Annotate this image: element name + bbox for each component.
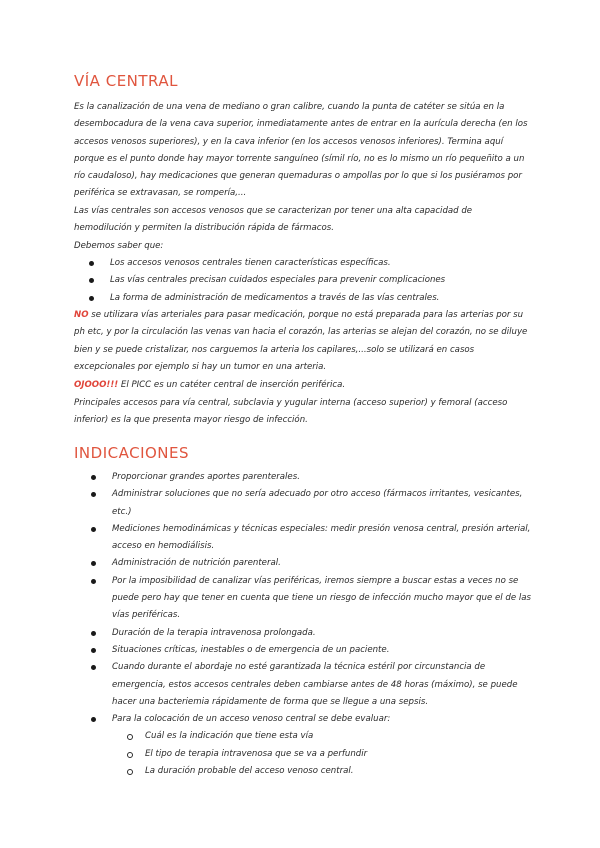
paragraph-picc: OJOOO!!! El PICC es un catéter central de inserción periférica.	[74, 380, 346, 390]
list-item: Mediciones hemodinámicas y técnicas especiales: medir presión venosa central, presión arterial, acceso en hemodiálisis.	[0, 521, 532, 556]
bullet-icon	[91, 665, 96, 670]
sub-list-item: La duración probable del acceso venoso central.	[0, 763, 532, 780]
bullet-icon	[91, 475, 96, 480]
bullet-icon	[91, 717, 96, 722]
list-item: Administración de nutrición parenteral.	[0, 555, 532, 572]
sub-list-item: Cuál es la indicación que tiene esta vía	[0, 728, 532, 745]
paragraph-definition: Es la canalización de una vena de mediano o gran calibre, cuando la punta de catéter se sitúa en la desembocadura de la vena cava superior, inmediatamente antes de entrar en la aurícula derecha (en los accesos venosos superiores), y en la cava inferior (en los accesos venosos inferiores). Termina aquí porque es el punto donde hay mayor torrente sanguíneo (símil río, no es lo mismo un río pequeñito a un río caudaloso), hay medicaciones que generan quemaduras o ampollas por lo que si los pusiéramos por periférica se extravasan, se rompería,...	[74, 102, 528, 199]
paragraph-no-arterias: NO se utilizara vías arteriales para pasar medicación, porque no está preparada para las arterias por su ph etc, y por la circulación las venas van hacia el corazón, las arterias se alejan del corazón, no se diluye bien y se puede cristalizar, nos carguemos la arteria los capilares,...solo se utilizará en casos excepcionales por ejemplo si hay un tumor en una arteria.	[74, 310, 528, 372]
circle-bullet-icon	[127, 752, 133, 758]
circle-bullet-icon	[127, 769, 133, 775]
circle-bullet-icon	[127, 734, 133, 740]
bullet-icon	[89, 278, 94, 283]
list-item: Para la colocación de un acceso venoso central se debe evaluar:	[0, 711, 532, 728]
paragraph-principales-accesos: Principales accesos para vía central, subclavia y yugular interna (acceso superior) y femoral (acceso inferior) es la que presenta mayor riesgo de infección.	[74, 398, 508, 426]
bullet-icon	[91, 648, 96, 653]
list-item: Cuando durante el abordaje no esté garantizada la técnica estéril por circunstancia de emergencia, estos accesos centrales deben cambiarse antes de 48 horas (máximo), se puede hacer una bacteriemia rápidamente de forma que se llegue a una sepsis.	[0, 659, 532, 711]
bullet-icon	[91, 631, 96, 636]
list-item: Proporcionar grandes aportes parenterales.	[0, 469, 532, 486]
section-title-via-central: VÍA CENTRAL	[74, 72, 178, 90]
bullet-icon	[91, 492, 96, 497]
list-item: Situaciones críticas, inestables o de emergencia de un paciente.	[0, 642, 532, 659]
bullet-icon	[91, 579, 96, 584]
list-item: La forma de administración de medicamentos a través de las vías centrales.	[0, 290, 532, 307]
list-item: Por la imposibilidad de canalizar vías periféricas, iremos siempre a buscar estas a veces no se puede pero hay que tener en cuenta que tiene un riesgo de infección mucho mayor que el de las vías periféricas.	[0, 573, 532, 625]
bullet-icon	[91, 561, 96, 566]
ojo-warning: OJOOO!!!	[74, 380, 119, 390]
sub-list-item: El tipo de terapia intravenosa que se va a perfundir	[0, 746, 532, 763]
bullet-icon	[91, 527, 96, 532]
list-item: Administrar soluciones que no sería adecuado por otro acceso (fármacos irritantes, vesicantes, etc.)	[0, 486, 532, 521]
list-debemos-saber	[0, 255, 600, 307]
paragraph-hemodilution: Las vías centrales son accesos venosos que se caracterizan por tener una alta capacidad de hemodilución y permiten la distribución rápida de fármacos.	[74, 206, 473, 234]
list-item: Los accesos venosos centrales tienen características específicas.	[0, 255, 532, 272]
list-item: Duración de la terapia intravenosa prolongada.	[0, 625, 532, 642]
paragraph-debemos: Debemos saber que:	[74, 241, 164, 251]
list-indicaciones	[0, 469, 600, 780]
list-item: Las vías centrales precisan cuidados especiales para prevenir complicaciones	[0, 272, 532, 289]
bullet-icon	[89, 261, 94, 266]
section-title-indicaciones: INDICACIONES	[74, 444, 190, 462]
bullet-icon	[89, 296, 94, 301]
no-warning: NO	[74, 310, 89, 320]
